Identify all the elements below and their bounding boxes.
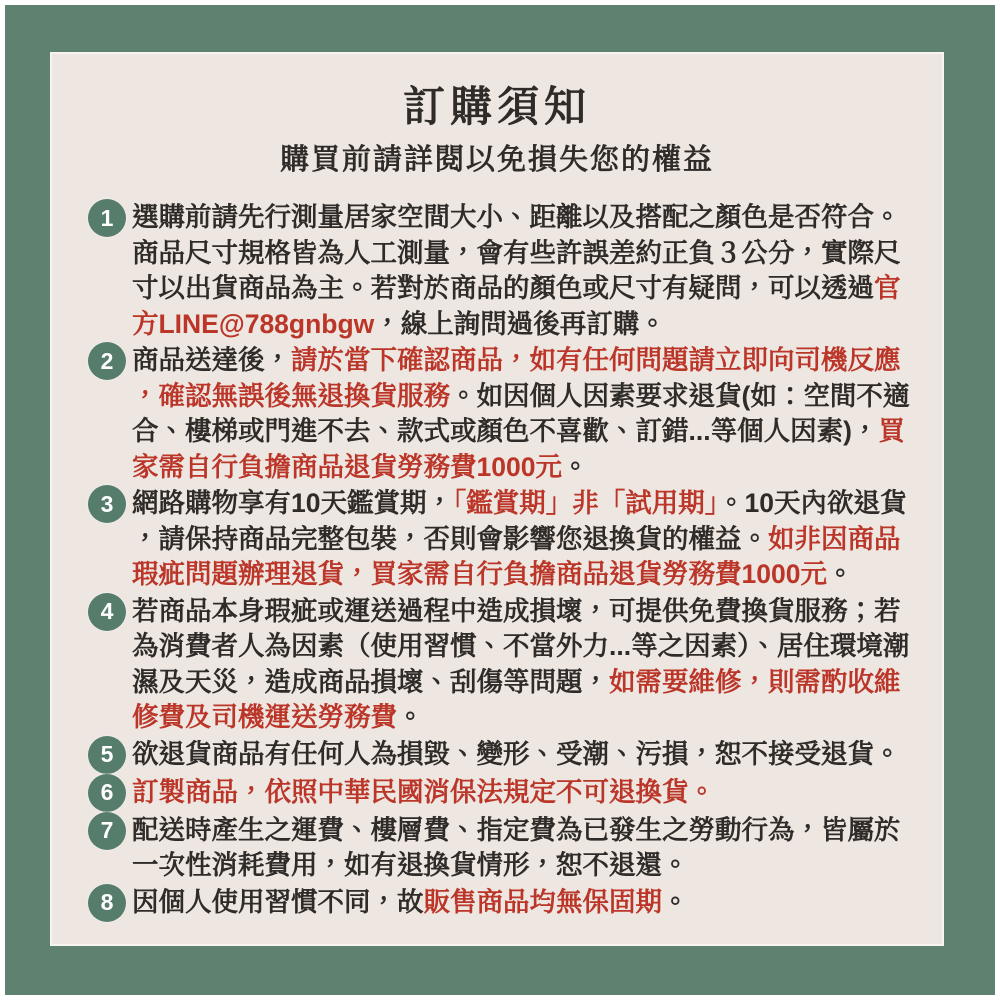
text-segment: 若商品本身瑕疵或運送過程中造成損壞，可提供免費換貨服務；若為消費者人為因素（使用習慣、不當外力...等之因素）、居住環境潮濕及天災，造成商品損壞、刮傷等問題， xyxy=(132,595,910,697)
text-segment: 選購前請先行測量居家空間大小、距離以及搭配之顏色是否符合。商品尺寸規格皆為人工測量，會有些許誤差約正負３公分，實際尺寸以出貨商品為主。若對於商品的顏色或尺寸有疑問，可以透過 xyxy=(132,202,901,303)
item-text xyxy=(132,737,914,773)
item-number-badge: 6 xyxy=(88,774,126,812)
text-segment: 。 xyxy=(397,702,424,732)
notice-item xyxy=(88,486,914,593)
text-segment: 。 xyxy=(826,559,854,589)
text-segment: 欲退貨商品有任何人為損毀、變形、受潮、污損，恕不接受退貨。 xyxy=(132,738,901,769)
notice-item xyxy=(88,737,914,774)
text-segment-highlight: 如非因商品瑕疵問題辦理退貨，買家需自行負擔商品退貨勞務費1000元 xyxy=(132,523,901,589)
text-segment-highlight: 官方LINE@788gnbgw xyxy=(132,273,901,339)
item-number-badge: 1 xyxy=(88,199,126,237)
notice-item xyxy=(88,594,914,736)
item-text xyxy=(132,775,914,811)
text-segment: 。如因個人因素要求退貨(如：空間不適合、樓梯或門進不去、款式或顏色不喜歡、訂錯...等個人因素)， xyxy=(132,380,910,446)
text-segment: 網路購物享有10天鑑賞期， xyxy=(132,488,453,518)
notice-item xyxy=(88,775,914,812)
text-segment: ，線上詢問過後再訂購。 xyxy=(374,308,666,339)
item-text xyxy=(132,200,914,342)
notice-item xyxy=(88,200,914,342)
text-segment-highlight: 如需要維修，則需酌收維修費及司機運送勞務費 xyxy=(132,666,901,732)
notice-item xyxy=(88,885,914,922)
text-segment-highlight: 販售商品均無保固期 xyxy=(423,886,662,917)
notice-list xyxy=(52,200,942,922)
item-number-badge: 8 xyxy=(88,884,126,922)
item-text xyxy=(132,813,914,884)
item-text xyxy=(132,343,914,485)
notice-item xyxy=(88,343,914,485)
text-segment: 。 xyxy=(561,451,589,482)
notice-item xyxy=(88,813,914,884)
text-segment-highlight: 訂製商品，依照中華民國消保法規定不可退換貨。 xyxy=(132,776,715,807)
item-number-badge: 4 xyxy=(88,593,126,631)
text-segment-highlight: 買家需自行負擔商品退貨勞務費1000元 xyxy=(132,416,905,482)
item-number-badge: 7 xyxy=(88,812,126,850)
text-segment: 商品送達後， xyxy=(132,345,291,375)
text-segment: 。 xyxy=(662,886,689,917)
text-segment-highlight: 請於當下確認商品，如有任何問題請立即向司機反應，確認無誤後無退換貨服務 xyxy=(132,345,901,411)
item-number-badge: 5 xyxy=(88,736,126,774)
text-segment: 配送時產生之運費、樓層費、指定費為已發生之勞動行為，皆屬於一次性消耗費用，如有退換貨情形，恕不退還。 xyxy=(132,814,901,880)
page-title: 訂購須知 xyxy=(402,83,591,130)
item-text xyxy=(132,486,914,593)
item-text xyxy=(132,885,914,921)
item-number-badge: 2 xyxy=(88,342,126,380)
text-segment-highlight: 「鑑賞期」非「試用期」 xyxy=(452,488,718,518)
text-segment: 因個人使用習慣不同，故 xyxy=(132,886,424,917)
item-text xyxy=(132,594,914,736)
notice-panel xyxy=(50,52,944,946)
green-border-frame xyxy=(5,5,995,995)
page-subtitle: 購買前請詳閱以免損失您的權益 xyxy=(279,144,714,176)
item-number-badge: 3 xyxy=(88,485,126,523)
text-segment: 。10天內欲退貨，請保持商品完整包裝，否則會影響您退換貨的權益。 xyxy=(132,488,907,554)
